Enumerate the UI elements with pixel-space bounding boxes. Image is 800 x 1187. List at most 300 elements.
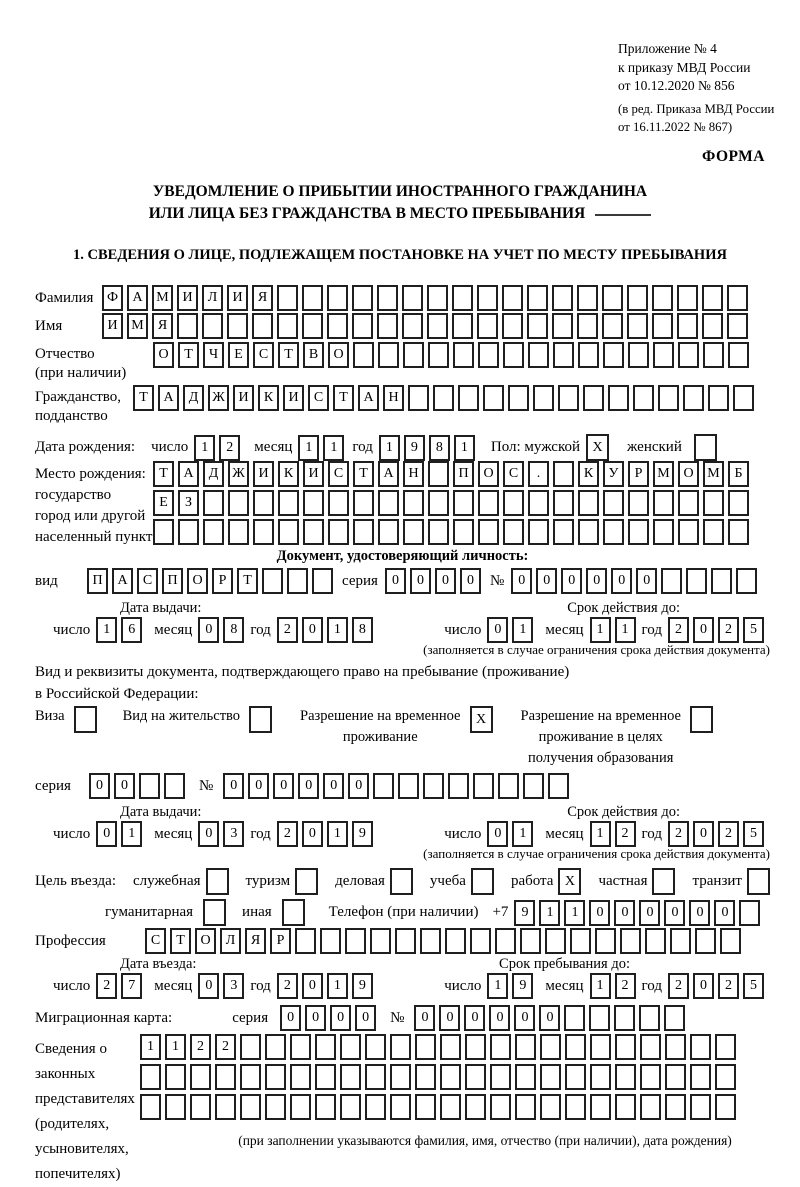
form-cell: [327, 313, 348, 339]
form-cell: С: [328, 461, 349, 487]
form-cell: [527, 285, 548, 311]
form-cell: [690, 706, 713, 733]
form-cell: [553, 490, 574, 516]
form-cell: Ж: [228, 461, 249, 487]
form-cell: 0: [586, 568, 607, 594]
checkbox-official: [206, 868, 229, 895]
entry-year: [277, 973, 373, 999]
citizenship-label: [35, 385, 133, 426]
form-cell: [552, 285, 573, 311]
form-cell: [639, 1005, 660, 1031]
form-cell: [515, 1064, 536, 1090]
form-cell: 7: [121, 973, 142, 999]
form-cell: [653, 519, 674, 545]
permit-number-label: №: [198, 777, 214, 794]
form-title-line1: УВЕДОМЛЕНИЕ О ПРИБЫТИИ ИНОСТРАННОГО ГРАЖДАНИНА: [152, 183, 648, 200]
form-cell: 0: [693, 821, 714, 847]
representatives-label-line: попечителях): [35, 1166, 121, 1182]
form-cell: П: [162, 568, 183, 594]
form-cell: 0: [414, 1005, 435, 1031]
form-cell: [652, 285, 673, 311]
representatives-label: [35, 1034, 140, 1187]
representatives-label-line: законных: [35, 1066, 96, 1082]
form-cell: [478, 342, 499, 368]
checkbox-female: [694, 434, 717, 461]
form-cell: 0: [114, 773, 135, 799]
patronymic-label-line: (при наличии): [35, 365, 127, 381]
form-cell: [177, 313, 198, 339]
form-cell: 8: [429, 435, 450, 461]
option-label: служебная: [133, 873, 201, 889]
form-cell: [515, 1094, 536, 1120]
form-cell: [458, 385, 479, 411]
option-label: деловая: [335, 873, 385, 889]
option-label: учеба: [429, 873, 466, 889]
form-cell: [540, 1064, 561, 1090]
form-cell: [423, 773, 444, 799]
form-cell: [694, 434, 717, 461]
forma-heading: ФОРМА: [701, 148, 765, 165]
form-cell: П: [87, 568, 108, 594]
form-cell: Я: [245, 928, 266, 954]
form-cell: [578, 490, 599, 516]
form-cell: [565, 1034, 586, 1060]
form-cell: 0: [435, 568, 456, 594]
checkbox-visa: [74, 706, 97, 733]
phone-cells: [514, 900, 760, 926]
form-cell: [377, 313, 398, 339]
form-cell: [640, 1034, 661, 1060]
form-cell: И: [303, 461, 324, 487]
form-cell: [140, 1064, 161, 1090]
form-cell: [378, 490, 399, 516]
form-cell: [690, 1094, 711, 1120]
form-cell: А: [378, 461, 399, 487]
iddoc-expiry-year: [668, 617, 764, 643]
profession-cells: [145, 928, 741, 954]
form-cell: [203, 899, 226, 926]
form-cell: [390, 868, 413, 895]
form-cell: 2: [615, 821, 636, 847]
form-cell: [678, 519, 699, 545]
form-cell: 1: [512, 617, 533, 643]
form-title-line2-wrap: [0, 203, 800, 225]
form-cell: Т: [333, 385, 354, 411]
iddoc-issue-day: [96, 617, 142, 643]
form-cell: 0: [664, 900, 685, 926]
form-cell: [540, 1094, 561, 1120]
form-cell: 0: [489, 1005, 510, 1031]
form-cell: [708, 385, 729, 411]
patronymic-label-line: Отчество: [35, 346, 95, 362]
form-cell: В: [303, 342, 324, 368]
form-cell: [678, 490, 699, 516]
form-cell: 0: [89, 773, 110, 799]
form-cell: [365, 1034, 386, 1060]
representatives-note: (при заполнении указываются фамилия, имя, отчество (при наличии), дата рождения): [238, 1133, 732, 1148]
form-cell: [320, 928, 341, 954]
form-cell: [282, 899, 305, 926]
form-cell: [728, 519, 749, 545]
form-cell: 0: [410, 568, 431, 594]
checkbox-private: [652, 868, 675, 895]
form-cell: [678, 342, 699, 368]
form-cell: [452, 285, 473, 311]
field-firstname: [35, 313, 770, 339]
option-label: Вид на жительство: [122, 708, 241, 724]
form-cell: [328, 490, 349, 516]
form-cell: [711, 568, 732, 594]
form-cell: О: [195, 928, 216, 954]
field-representatives: [35, 1034, 770, 1187]
field-iddoc: [35, 568, 770, 594]
annex-line: к приказу МВД России: [618, 59, 751, 75]
checkbox-business: [390, 868, 413, 895]
form-cell: [190, 1064, 211, 1090]
form-cell: Ф: [102, 285, 123, 311]
form-cell: [415, 1034, 436, 1060]
form-cell: [564, 1005, 585, 1031]
form-cell: 5: [743, 617, 764, 643]
stay-day: [487, 973, 533, 999]
form-cell: [370, 928, 391, 954]
form-cell: 1: [590, 973, 611, 999]
form-cell: [508, 385, 529, 411]
annex-line: от 10.12.2020 № 856: [618, 78, 735, 94]
form-cell: [353, 519, 374, 545]
form-cell: [490, 1034, 511, 1060]
birth-day-cells: [194, 435, 240, 461]
form-cell: [652, 868, 675, 895]
form-cell: [495, 928, 516, 954]
form-cell: 2: [277, 973, 298, 999]
form-cell: О: [328, 342, 349, 368]
form-cell: 2: [190, 1034, 211, 1060]
birth-month-cells: [298, 435, 344, 461]
form-cell: 1: [539, 900, 560, 926]
iddoc-series-label: серия: [342, 572, 378, 589]
form-cell: [565, 1064, 586, 1090]
month-label: месяц: [154, 825, 193, 842]
form-cell: [295, 868, 318, 895]
form-cell: [703, 519, 724, 545]
form-cell: .: [528, 461, 549, 487]
form-cell: 0: [323, 773, 344, 799]
form-cell: П: [453, 461, 474, 487]
surname-cells: [102, 285, 748, 311]
form-cell: 0: [198, 617, 219, 643]
profession-label: Профессия: [35, 933, 106, 949]
form-cell: [515, 1034, 536, 1060]
form-cell: 0: [611, 568, 632, 594]
form-cell: [470, 928, 491, 954]
form-cell: [215, 1094, 236, 1120]
form-cell: [548, 773, 569, 799]
form-cell: Т: [278, 342, 299, 368]
representatives-row3: [140, 1094, 736, 1120]
form-cell: 1: [327, 973, 348, 999]
phone-prefix: +7: [492, 904, 509, 920]
title-blank-underline: [595, 214, 651, 216]
checkbox-work: [558, 868, 581, 895]
form-cell: [728, 342, 749, 368]
form-cell: 9: [352, 821, 373, 847]
stay-year: [668, 973, 764, 999]
form-cell: О: [187, 568, 208, 594]
form-cell: Д: [183, 385, 204, 411]
form-cell: О: [678, 461, 699, 487]
form-cell: 0: [487, 821, 508, 847]
form-cell: [227, 313, 248, 339]
form-cell: Б: [728, 461, 749, 487]
form-cell: 1: [615, 617, 636, 643]
form-cell: [602, 313, 623, 339]
form-cell: [253, 490, 274, 516]
iddoc-expiry-day: [487, 617, 533, 643]
form-cell: [428, 461, 449, 487]
form-cell: 0: [298, 773, 319, 799]
form-cell: [452, 313, 473, 339]
form-cell: К: [578, 461, 599, 487]
form-cell: А: [127, 285, 148, 311]
form-cell: [165, 1094, 186, 1120]
birthplace-label: [35, 461, 153, 548]
form-cell: [640, 1064, 661, 1090]
form-cell: [303, 519, 324, 545]
field-purpose-row2: [35, 899, 770, 926]
form-cell: [665, 1094, 686, 1120]
form-cell: С: [145, 928, 166, 954]
form-cell: [265, 1034, 286, 1060]
form-cell: [440, 1034, 461, 1060]
checkbox-education-residence: [690, 706, 713, 733]
form-cell: 0: [385, 568, 406, 594]
form-cell: О: [153, 342, 174, 368]
checkbox-transit: [747, 868, 770, 895]
form-cell: [352, 285, 373, 311]
form-cell: X: [586, 434, 609, 461]
form-cell: Т: [237, 568, 258, 594]
iddoc-date-row: [35, 617, 770, 643]
birthplace-cells: [153, 461, 749, 545]
form-cell: 0: [693, 973, 714, 999]
field-surname: [35, 285, 770, 311]
form-cell: [328, 519, 349, 545]
form-cell: 0: [280, 1005, 301, 1031]
checkbox-tourism: [295, 868, 318, 895]
permit-option-temporary: [300, 706, 492, 748]
form-cell: [590, 1064, 611, 1090]
purpose-tourism: [246, 868, 319, 895]
form-cell: [728, 490, 749, 516]
form-cell: [703, 342, 724, 368]
form-cell: Т: [353, 461, 374, 487]
form-cell: М: [127, 313, 148, 339]
form-cell: [278, 519, 299, 545]
form-cell: 2: [718, 973, 739, 999]
form-cell: 2: [277, 617, 298, 643]
other-label: иная: [242, 904, 272, 920]
form-cell: 1: [323, 435, 344, 461]
iddoc-date-titles: [35, 600, 770, 616]
representatives-label-line: Сведения о: [35, 1041, 107, 1057]
form-cell: 8: [223, 617, 244, 643]
iddoc-number-label: №: [489, 572, 505, 589]
form-cell: [652, 313, 673, 339]
form-cell: 0: [302, 617, 323, 643]
form-cell: 0: [198, 973, 219, 999]
form-cell: 2: [668, 973, 689, 999]
form-cell: 2: [219, 435, 240, 461]
form-cell: [465, 1034, 486, 1060]
form-cell: [628, 342, 649, 368]
form-cell: [202, 313, 223, 339]
form-cell: [290, 1094, 311, 1120]
form-cell: М: [152, 285, 173, 311]
form-body: [35, 285, 770, 1187]
form-cell: С: [137, 568, 158, 594]
form-cell: [715, 1064, 736, 1090]
form-cell: [228, 490, 249, 516]
checkbox-study: [471, 868, 494, 895]
form-cell: 1: [564, 900, 585, 926]
form-cell: [478, 519, 499, 545]
form-cell: 2: [215, 1034, 236, 1060]
form-cell: [595, 928, 616, 954]
permit-expiry-note: (заполняется в случае ограничения срока действия документа): [423, 846, 770, 861]
expiry-title: Срок действия до:: [567, 600, 680, 616]
firstname-cells: [102, 313, 748, 339]
form-cell: Л: [220, 928, 241, 954]
form-cell: 9: [512, 973, 533, 999]
form-cell: [523, 773, 544, 799]
form-cell: [287, 568, 308, 594]
form-cell: [428, 519, 449, 545]
form-cell: И: [283, 385, 304, 411]
form-cell: [395, 928, 416, 954]
sex-label: Пол: мужской: [490, 439, 581, 455]
month-label: месяц: [545, 825, 584, 842]
form-cell: [553, 342, 574, 368]
form-cell: [670, 928, 691, 954]
form-cell: 2: [718, 617, 739, 643]
form-cell: 1: [487, 973, 508, 999]
checkbox-other: [282, 899, 305, 926]
form-cell: [473, 773, 494, 799]
form-cell: [415, 1094, 436, 1120]
form-cell: [290, 1034, 311, 1060]
form-cell: [614, 1005, 635, 1031]
iddoc-header: Документ, удостоверяющий личность:: [276, 548, 529, 564]
form-cell: 6: [121, 617, 142, 643]
entry-month: [198, 973, 244, 999]
permit-issue-month: [198, 821, 244, 847]
option-label: транзит: [692, 873, 742, 889]
surname-label: Фамилия: [35, 290, 94, 306]
form-cell: 0: [96, 821, 117, 847]
form-cell: [327, 285, 348, 311]
birthplace-label-line: Место рождения:: [35, 466, 146, 482]
form-cell: [715, 1094, 736, 1120]
option-label: частная: [598, 873, 648, 889]
birthplace-label-line: город или другой: [35, 508, 146, 524]
form-cell: 3: [223, 821, 244, 847]
form-cell: [503, 519, 524, 545]
form-cell: [262, 568, 283, 594]
birthplace-label-line: государство: [35, 487, 112, 503]
form-cell: [365, 1064, 386, 1090]
form-cell: [583, 385, 604, 411]
permit-series-label: серия: [35, 777, 71, 794]
form-cell: [203, 519, 224, 545]
form-cell: [570, 928, 591, 954]
form-cell: 0: [198, 821, 219, 847]
form-cell: [471, 868, 494, 895]
form-cell: [653, 490, 674, 516]
form-cell: И: [102, 313, 123, 339]
form-cell: [590, 1094, 611, 1120]
form-cell: [552, 313, 573, 339]
form-cell: [578, 342, 599, 368]
option-label-line: Разрешение на временное: [300, 708, 461, 724]
form-cell: К: [278, 461, 299, 487]
form-cell: [565, 1094, 586, 1120]
iddoc-series-cells: [385, 568, 481, 594]
iddoc-expiry-note: (заполняется в случае ограничения срока действия документа): [423, 642, 770, 657]
form-cell: [265, 1094, 286, 1120]
form-cell: [303, 490, 324, 516]
form-cell: Н: [383, 385, 404, 411]
form-cell: 1: [298, 435, 319, 461]
form-cell: 1: [512, 821, 533, 847]
form-cell: [577, 285, 598, 311]
stay-month: [590, 973, 636, 999]
form-cell: С: [253, 342, 274, 368]
form-cell: [615, 1034, 636, 1060]
annex-reference: [618, 40, 774, 136]
representatives-row1: [140, 1034, 736, 1060]
day-label: число: [53, 621, 91, 638]
form-cell: 0: [223, 773, 244, 799]
form-cell: [578, 519, 599, 545]
form-cell: 8: [352, 617, 373, 643]
form-cell: 0: [511, 568, 532, 594]
female-label: женский: [627, 439, 682, 455]
form-cell: И: [227, 285, 248, 311]
option-label-line: проживание в целях: [538, 729, 663, 745]
issue-title: Дата выдачи:: [120, 804, 202, 820]
form-cell: [627, 313, 648, 339]
form-cell: 0: [561, 568, 582, 594]
option-label-line: получения образования: [528, 750, 674, 766]
form-cell: 0: [639, 900, 660, 926]
form-cell: [390, 1094, 411, 1120]
form-cell: И: [253, 461, 274, 487]
form-cell: 1: [96, 617, 117, 643]
field-profession: [35, 928, 770, 954]
form-cell: [477, 285, 498, 311]
iddoc-kind-cells: [87, 568, 333, 594]
form-cell: [498, 773, 519, 799]
form-cell: [702, 285, 723, 311]
form-cell: [589, 1005, 610, 1031]
form-cell: [558, 385, 579, 411]
form-cell: И: [233, 385, 254, 411]
form-cell: 0: [589, 900, 610, 926]
form-cell: 2: [668, 617, 689, 643]
form-cell: [249, 706, 272, 733]
form-cell: [353, 342, 374, 368]
